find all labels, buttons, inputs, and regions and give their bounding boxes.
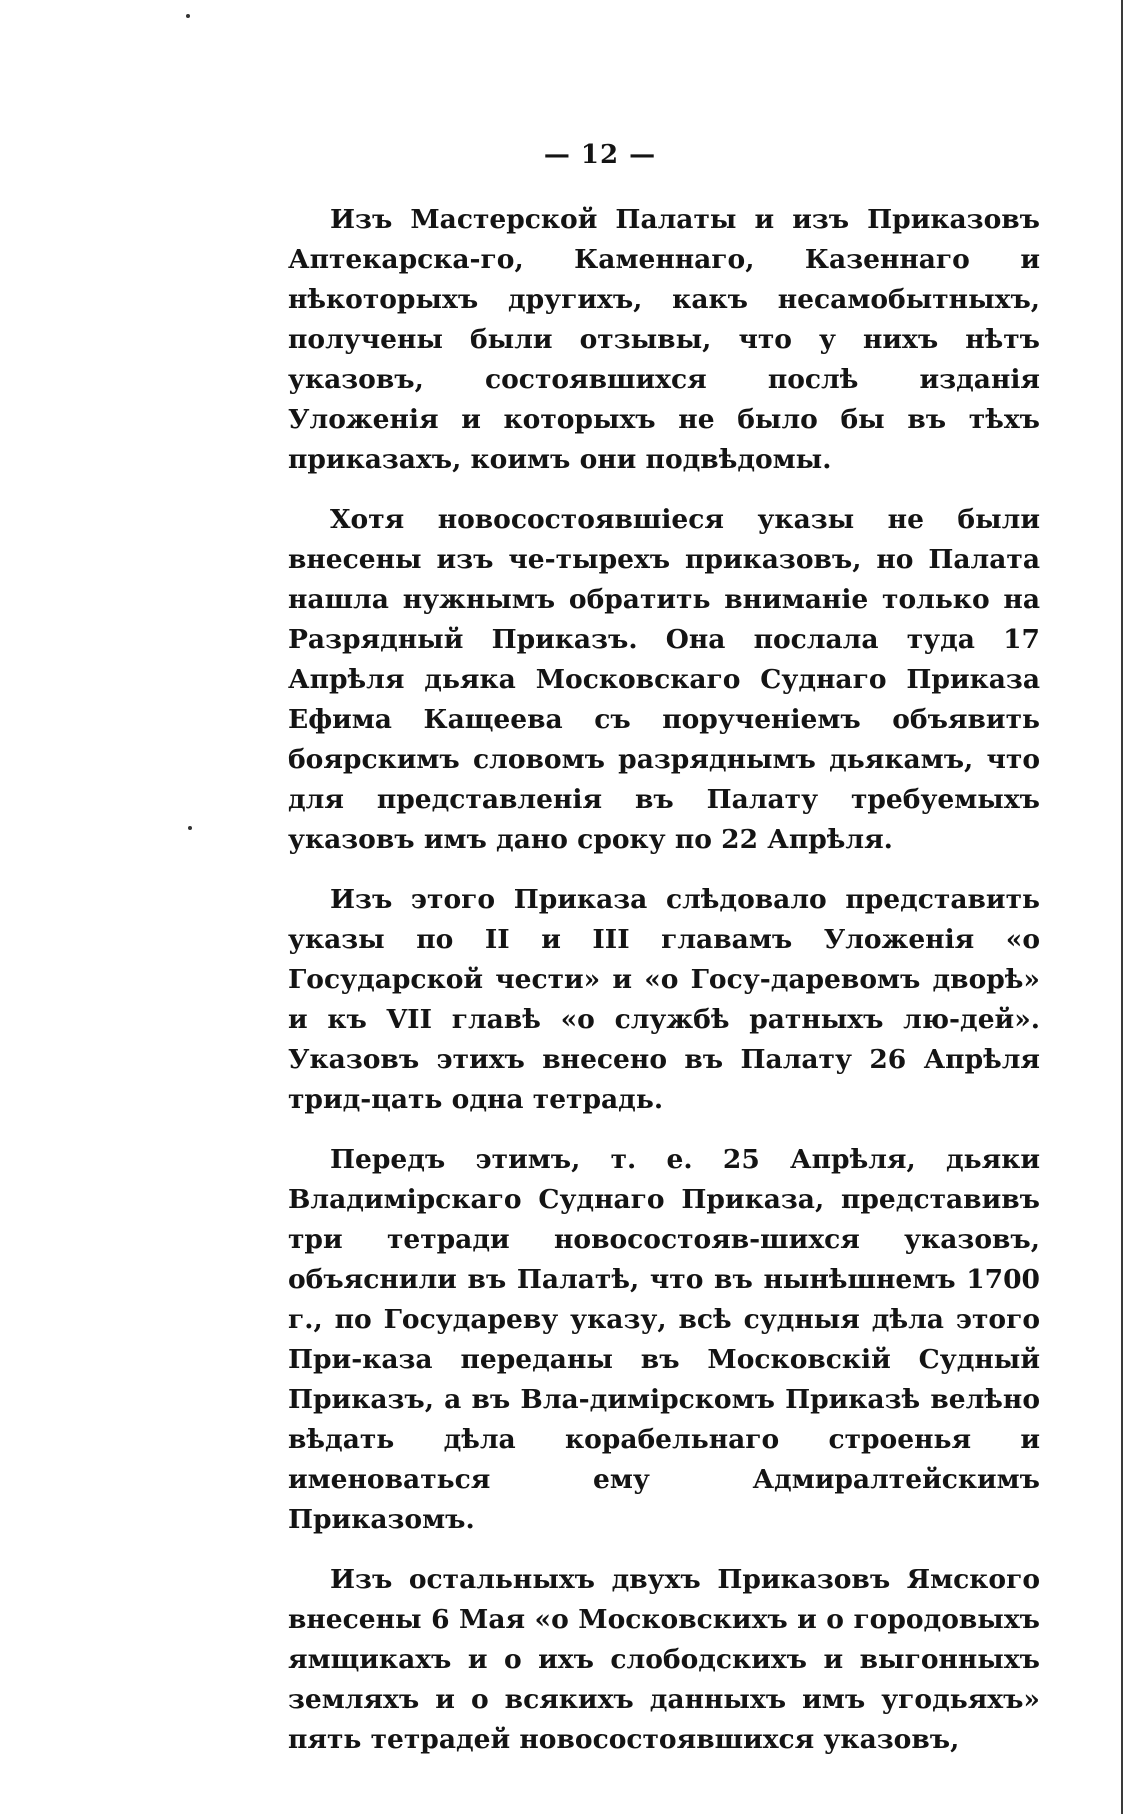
paragraph-3: Изъ этого Приказа слѣдовало представить указы по II и III главамъ Уложенія «о Государской чести» и «о Госу-даревомъ дворѣ» и къ VII главѣ «о службѣ ратныхъ лю-дей». Указовъ этихъ внесено въ Палату 26 Апрѣля трид-цать одна тетрадь.	[288, 884, 1040, 1115]
scan-speck	[186, 14, 190, 18]
body-text	[288, 200, 1040, 1780]
paragraph-5: Изъ остальныхъ двухъ Приказовъ Ямского внесены 6 Мая «о Московскихъ и о городовыхъ ямщикахъ и о ихъ слободскихъ и выгонныхъ земляхъ и о всякихъ данныхъ имъ угодьяхъ» пять тетрадей новосостоявшихся указовъ,	[288, 1564, 1040, 1755]
paragraph-1: Изъ Мастерской Палаты и изъ Приказовъ Аптекарска-го, Каменнаго, Казеннаго и нѣкоторыхъ другихъ, какъ несамобытныхъ, получены были отзывы, что у нихъ нѣтъ указовъ, состоявшихся послѣ изданія Уложенія и которыхъ не было бы въ тѣхъ приказахъ, коимъ они подвѣдомы.	[288, 204, 1040, 475]
scan-speck	[188, 826, 192, 830]
paragraph-4: Передъ этимъ, т. е. 25 Апрѣля, дьяки Владимірскаго Суднаго Приказа, представивъ три тетради новосостояв-шихся указовъ, объяснили въ Палатѣ, что въ нынѣшнемъ 1700 г., по Государеву указу, всѣ судныя дѣла этого При-каза переданы въ Московскій Судный Приказъ, а въ Вла-димірскомъ Приказѣ велѣно вѣдать дѣла корабельнаго строенья и именоваться ему Адмиралтейскимъ Приказомъ.	[288, 1144, 1040, 1535]
scan-edge-line	[1121, 0, 1123, 1814]
page-number: — 12 —	[543, 140, 657, 170]
paragraph-2: Хотя новосостоявшіеся указы не были внесены изъ че-тырехъ приказовъ, но Палата нашла нужнымъ обратить вниманіе только на Разрядный Приказъ. Она послала туда 17 Апрѣля дьяка Московскаго Суднаго Приказа Ефима Кащеева съ порученіемъ объявить боярскимъ словомъ разряднымъ дьякамъ, что для представленія въ Палату требуемыхъ указовъ имъ дано сроку по 22 Апрѣля.	[288, 504, 1040, 855]
